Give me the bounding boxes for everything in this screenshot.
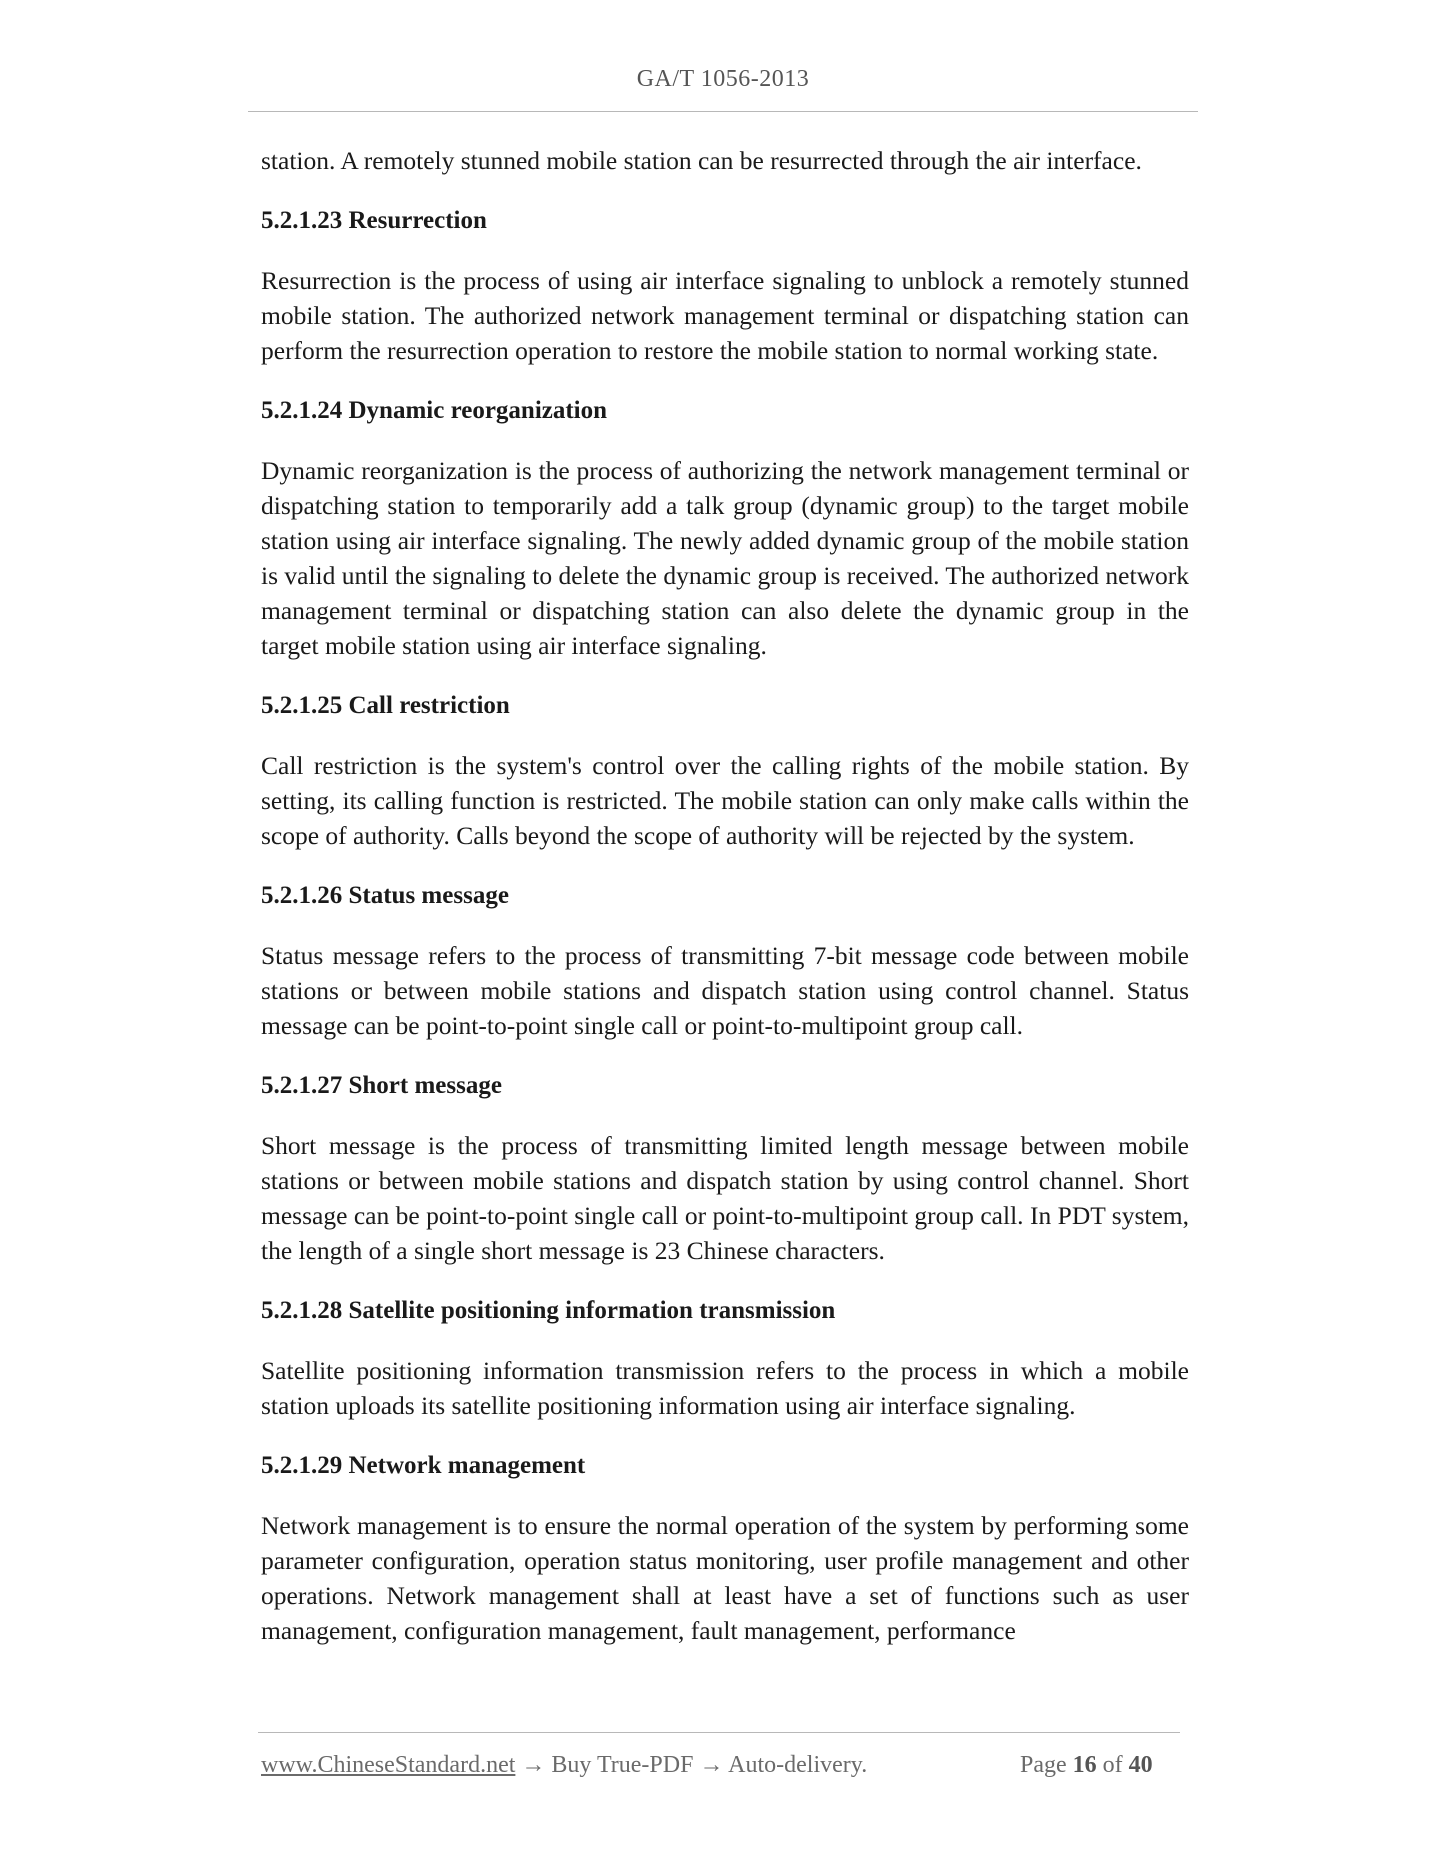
footer-promo bbox=[261, 1752, 867, 1779]
paragraph-dynamic-reorganization: Dynamic reorganization is the process of authorizing the network management terminal or dispatching station to temporarily add a talk group (dynamic group) to the target mobile station using air interface signaling. The newly added dynamic group of the mobile station is valid until the signaling to delete the dynamic group is received. The authorized network management terminal or dispatching station can also delete the dynamic group in the target mobile station using air interface signaling. bbox=[261, 456, 1189, 660]
paragraph-call-restriction: Call restriction is the system's control over the calling rights of the mobile station. By setting, its calling function is restricted. The mobile station can only make calls within the scope of authority. Calls beyond the scope of authority will be rejected by the system. bbox=[261, 751, 1189, 850]
heading-5-2-1-25: 5.2.1.25 Call restriction bbox=[261, 692, 510, 719]
buy-true-pdf-text: Buy True-PDF bbox=[551, 1752, 694, 1778]
auto-delivery-text: Auto-delivery. bbox=[728, 1752, 868, 1778]
page-body bbox=[261, 143, 1189, 1673]
page-label: Page bbox=[1020, 1752, 1067, 1778]
page-number bbox=[1020, 1752, 1153, 1779]
paragraph-satellite-positioning: Satellite positioning information transmission refers to the process in which a mobile station uploads its satellite positioning information using air interface signaling. bbox=[261, 1356, 1189, 1420]
heading-5-2-1-29: 5.2.1.29 Network management bbox=[261, 1452, 586, 1479]
heading-5-2-1-23: 5.2.1.23 Resurrection bbox=[261, 207, 487, 234]
current-page: 16 bbox=[1072, 1752, 1097, 1778]
paragraph-status-message: Status message refers to the process of transmitting 7-bit message code between mobile stations or between mobile stations and dispatch station using control channel. Status message can be point-to-point single call or point-to-multipoint group call. bbox=[261, 941, 1189, 1040]
total-pages: 40 bbox=[1128, 1752, 1153, 1778]
paragraph-continuation: station. A remotely stunned mobile station can be resurrected through the air interface. bbox=[261, 146, 1142, 175]
heading-5-2-1-28: 5.2.1.28 Satellite positioning information transmission bbox=[261, 1297, 836, 1324]
heading-5-2-1-27: 5.2.1.27 Short message bbox=[261, 1072, 502, 1099]
heading-5-2-1-26: 5.2.1.26 Status message bbox=[261, 882, 509, 909]
website-link[interactable]: www.ChineseStandard.net bbox=[261, 1752, 516, 1778]
of-label: of bbox=[1102, 1752, 1123, 1778]
arrow-right-icon: → bbox=[521, 1752, 546, 1778]
header-divider bbox=[248, 111, 1198, 112]
footer-divider bbox=[258, 1732, 1180, 1733]
paragraph-short-message: Short message is the process of transmitting limited length message between mobile stations or between mobile stations and dispatch station by using control channel. Short message can be point-to-point single call or point-to-multipoint group call. In PDT system, the length of a single short message is 23 Chinese characters. bbox=[261, 1131, 1189, 1265]
arrow-right-icon: → bbox=[699, 1752, 724, 1778]
paragraph-network-management: Network management is to ensure the normal operation of the system by performing some parameter configuration, operation status monitoring, user profile management and other operations. Network management shall at least have a set of functions such as user management, configuration management, fault management, performance bbox=[261, 1511, 1189, 1645]
paragraph-resurrection: Resurrection is the process of using air interface signaling to unblock a remotely stunned mobile station. The authorized network management terminal or dispatching station can perform the resurrection operation to restore the mobile station to normal working state. bbox=[261, 266, 1189, 365]
running-header: GA/T 1056-2013 bbox=[636, 66, 810, 92]
heading-5-2-1-24: 5.2.1.24 Dynamic reorganization bbox=[261, 397, 608, 424]
